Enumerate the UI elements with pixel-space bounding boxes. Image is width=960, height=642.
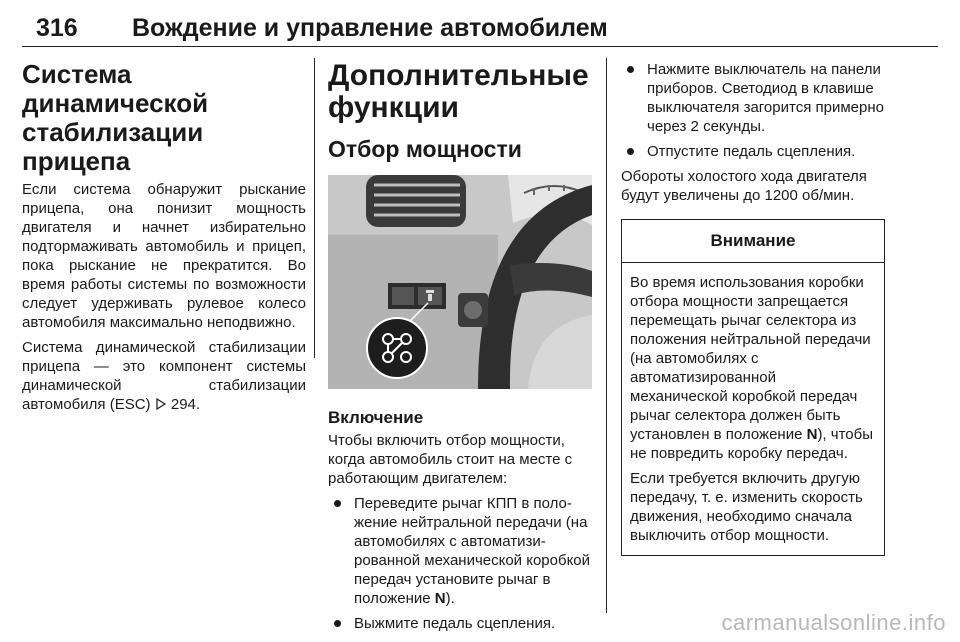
bullet-icon [334, 620, 341, 627]
section-heading-additional-functions: Дополнительные функции [328, 59, 589, 124]
page-number: 316 [36, 14, 78, 42]
dashboard-figure [328, 175, 592, 389]
list-item: Выжмите педаль сцепления. [328, 614, 592, 633]
activation-intro: Чтобы включить отбор мощности, когда автомобиль стоит на месте с работающим двигателем: [328, 432, 573, 487]
idle-speed-paragraph: Обороты холостого хода двигателя будут увеличены до 1200 об/мин. [621, 168, 867, 204]
warning-body [622, 263, 884, 555]
list-item: Переведите рычаг КПП в положение нейтральной передачи (на автомобилях с автоматизированной механической коробкой передач установите рычаг в положение N). [328, 494, 592, 608]
warning-paragraph-1: Во время использования коробки отбора мощности запрещается перемещать рычаг селектора из положения нейтральной передачи (на автомобилях с автоматизированной механической коробкой передач рычаг селектора должен быть установлен в положение N), чтобы не повредить коробку передач. [630, 274, 873, 462]
column-additional-functions [328, 60, 592, 633]
bullet-icon [627, 66, 634, 73]
column-divider-2 [606, 58, 607, 613]
cross-reference-icon [155, 396, 171, 413]
bullet-icon [334, 500, 341, 507]
running-title: Вождение и управление автомобилем [132, 14, 608, 42]
list-item: Отпустите педаль сцепления. [621, 142, 885, 161]
subheading-power-take-off: Отбор мощности [328, 136, 522, 162]
trailer-stability-paragraph: Если система обнаружит рыскание прицепа, она понизит мощность двигателя и начнет избирательно подтормаживать автомобиль и прицеп, пока рыскание не прекратится. Во время работы системы по возможности следует удерживать рулевое колесо автомобиля максимально неподвижно. [22, 181, 306, 331]
esc-reference-paragraph: Система динамической стабилизации прицепа — это компонент системы динамической стабилизации автомобиля (ESC) 294. [22, 339, 306, 413]
warning-paragraph-2: Если требуется включить другую передачу, т. е. изменить скорость движения, необходимо сначала выключить отбор мощности. [630, 470, 863, 544]
activation-steps-list-continued [621, 60, 885, 161]
power-take-off-icon [366, 317, 428, 379]
list-item: Нажмите выключатель на панели приборов. Светодиод в клавише выключателя загорится примерно через 2 секунды. [621, 60, 885, 136]
warning-title: Внимание [622, 220, 884, 263]
page-header [22, 6, 938, 47]
watermark-url: carmanualsonline.info [721, 610, 946, 635]
warning-box [621, 219, 885, 556]
column-activation-continued [621, 60, 885, 556]
bullet-icon [627, 148, 634, 155]
section-title-activation: Включение [328, 408, 424, 427]
activation-steps-list [328, 494, 592, 633]
reference-page: 294. [170, 396, 201, 413]
column-divider-1 [314, 58, 315, 358]
section-heading-trailer-stability: Система динамической стабилизации прицепа [22, 59, 209, 176]
column-trailer-stability [22, 60, 306, 414]
